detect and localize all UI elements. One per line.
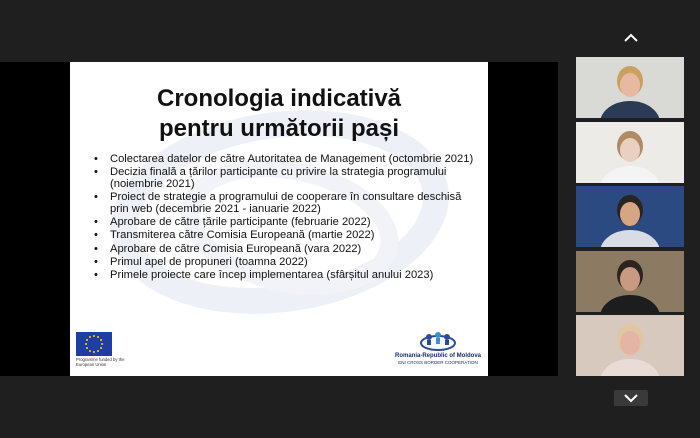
timeline-bullet-list bbox=[94, 154, 478, 283]
eu-star-icon bbox=[97, 350, 99, 352]
eu-star-icon bbox=[100, 339, 102, 341]
bullet-item: • Primele proiecte care încep implementarea (sfârșitul anului 2023) bbox=[94, 270, 478, 282]
program-logo bbox=[390, 330, 486, 366]
bullet-item: • Transmiterea către Comisia Europeană (martie 2022) bbox=[94, 230, 478, 242]
bullet-item: • Aprobare de către Comisia Europeană (vara 2022) bbox=[94, 244, 478, 256]
bullet-item: • Decizia finală a țărilor participante cu privire la strategia programului (noiembrie 2021) bbox=[94, 167, 478, 191]
eu-star-icon bbox=[86, 347, 88, 349]
eu-star-icon bbox=[100, 347, 102, 349]
participant-1-video-tile[interactable] bbox=[576, 57, 684, 118]
eu-flag-icon bbox=[76, 332, 112, 356]
slide-title-line-2: pentru următorii pași bbox=[158, 115, 400, 142]
eu-star-icon bbox=[97, 336, 99, 338]
eu-star-icon bbox=[85, 343, 87, 345]
eu-star-icon bbox=[93, 335, 95, 337]
bullet-item: • Primul apel de propuneri (toamna 2022) bbox=[94, 257, 478, 269]
program-subtitle: ENI CROSS BORDER COOPERATION bbox=[398, 360, 478, 365]
chevron-down-icon[interactable] bbox=[614, 390, 648, 406]
bullet-item: • Aprobare de către țările participante (februarie 2022) bbox=[94, 217, 478, 229]
eu-logo bbox=[76, 332, 125, 368]
presentation-slide bbox=[70, 62, 488, 376]
eu-star-icon bbox=[89, 350, 91, 352]
eu-star-icon bbox=[86, 339, 88, 341]
slide-title-line-1: Cronologia indicativă bbox=[156, 85, 402, 112]
eu-logo-text: Programme funded by the European Union bbox=[76, 357, 125, 367]
participant-2-video-tile[interactable] bbox=[576, 122, 684, 183]
eu-star-icon bbox=[89, 336, 91, 338]
participant-3-video-tile[interactable] bbox=[576, 186, 684, 247]
chevron-up-icon[interactable] bbox=[614, 30, 648, 46]
participant-4-video-tile[interactable] bbox=[576, 251, 684, 312]
program-logo-icon bbox=[419, 330, 457, 352]
program-name: Romania-Republic of Moldova bbox=[394, 353, 481, 359]
eu-star-icon bbox=[101, 343, 103, 345]
eu-star-icon bbox=[93, 351, 95, 353]
bullet-item: • Colectarea datelor de către Autoritatea de Management (octombrie 2021) bbox=[94, 154, 478, 166]
slide-title bbox=[70, 84, 488, 144]
participant-5-video-tile[interactable] bbox=[576, 315, 684, 376]
bullet-item: • Proiect de strategie a programului de cooperare în consultare deschisă prin web (decembrie 2021 - ianuarie 2022) bbox=[94, 192, 478, 216]
